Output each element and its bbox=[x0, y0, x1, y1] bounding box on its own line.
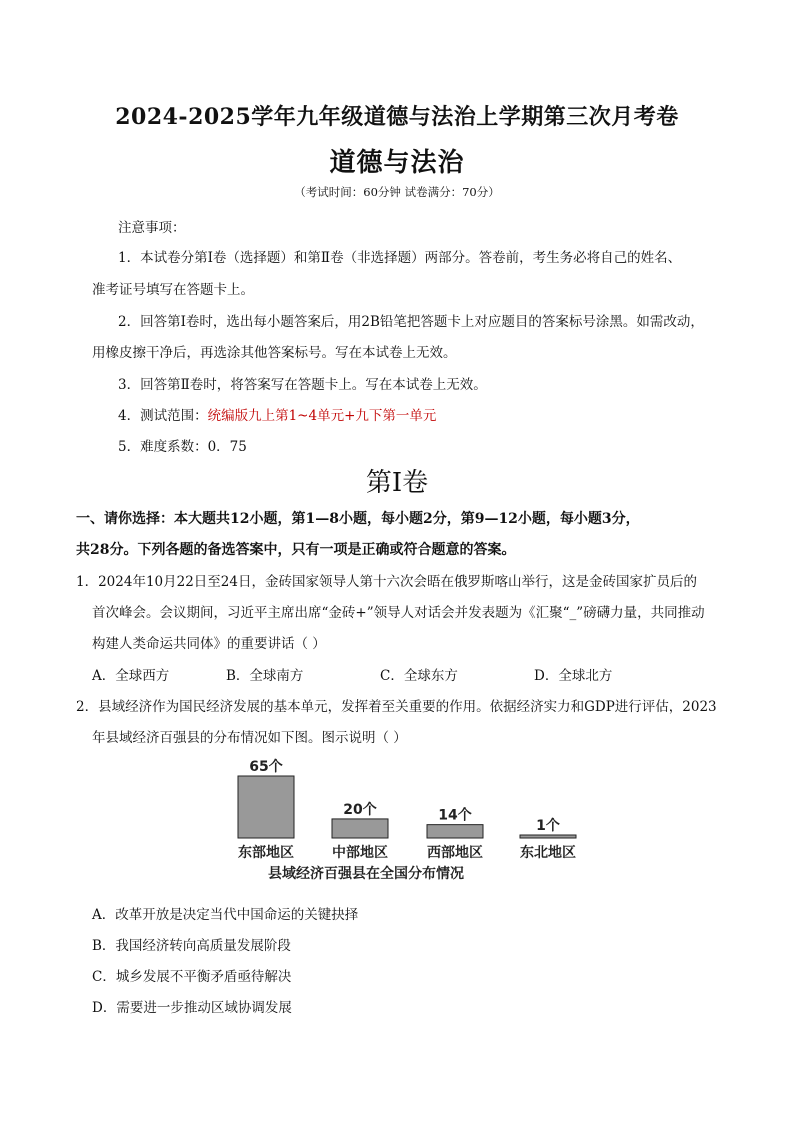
bar-value-label-2: 14个 bbox=[438, 807, 472, 824]
bar-2 bbox=[427, 825, 483, 838]
note-item-3: 3．回答第Ⅱ卷时，将答案写在答题卡上。写在本试卷上无效。 bbox=[118, 377, 487, 393]
note-item-1-line-1: 1．本试卷分第Ⅰ卷（选择题）和第Ⅱ卷（非选择题）两部分。答卷前，考生务必将自己的姓名、 bbox=[118, 250, 682, 266]
test-scope: 统编版九上第1~4单元+九下第一单元 bbox=[207, 408, 437, 424]
bar-value-label-1: 20个 bbox=[343, 801, 377, 818]
q1-option-b: B．全球南方 bbox=[226, 668, 304, 684]
note-item-5: 5．难度系数：0．75 bbox=[118, 439, 247, 455]
bar-3 bbox=[520, 835, 576, 838]
note-item-4 bbox=[118, 404, 436, 424]
chart-title: 县域经济百强县在全国分布情况 bbox=[268, 866, 464, 882]
distribution-bar-chart bbox=[226, 754, 596, 890]
q2-option-d: D．需要进一步推动区域协调发展 bbox=[92, 1000, 292, 1016]
q1-option-c: C．全球东方 bbox=[380, 668, 458, 684]
note-item-2-line-2: 用橡皮擦干净后，再选涂其他答案标号。写在本试卷上无效。 bbox=[92, 345, 457, 361]
q1-line-1: 1．2024年10月22日至24日，金砖国家领导人第十六次会晤在俄罗斯喀山举行，这是金砖国家扩员后的 bbox=[76, 574, 697, 590]
category-label-3: 东北地区 bbox=[520, 845, 576, 861]
section-title: 第Ⅰ卷 bbox=[365, 468, 429, 498]
category-label-0: 东部地区 bbox=[238, 845, 294, 861]
q1-line-2: 首次峰会。会议期间，习近平主席出席“金砖+”领导人对话会并发表题为《汇聚“_”磅礴力量，共同推动 bbox=[92, 605, 705, 621]
note-item-1-line-2: 准考证号填写在答题卡上。 bbox=[92, 282, 254, 298]
bar-value-label-3: 1个 bbox=[536, 818, 560, 834]
bar-0 bbox=[238, 776, 294, 838]
exam-info: （考试时间：60分钟 试卷满分：70分） bbox=[294, 185, 500, 199]
note-item-4-label: 4．测试范围： bbox=[118, 408, 208, 424]
q1-line-3: 构建人类命运共同体》的重要讲话（ ） bbox=[92, 636, 326, 652]
bar-1 bbox=[332, 819, 388, 838]
category-label-2: 西部地区 bbox=[427, 845, 483, 861]
q1-option-a: A．全球西方 bbox=[92, 668, 170, 684]
section-instruction-line-1: 一、请你选择：本大题共12小题，第1—8小题，每小题2分，第9—12小题，每小题3分， bbox=[76, 511, 640, 527]
q2-option-b: B．我国经济转向高质量发展阶段 bbox=[92, 938, 291, 954]
q2-option-c: C．城乡发展不平衡矛盾亟待解决 bbox=[92, 969, 292, 985]
section-instruction-line-2: 共28分。下列各题的备选答案中，只有一项是正确或符合题意的答案。 bbox=[76, 542, 516, 558]
q2-line-2: 年县域经济百强县的分布情况如下图。图示说明（ ） bbox=[92, 730, 407, 746]
notes-heading: 注意事项： bbox=[118, 220, 186, 236]
bar-value-label-0: 65个 bbox=[249, 759, 283, 775]
category-label-1: 中部地区 bbox=[332, 845, 388, 861]
note-item-2-line-1: 2．回答第Ⅰ卷时，选出每小题答案后，用2B铅笔把答题卡上对应题目的答案标号涂黑。如需改动， bbox=[118, 314, 704, 330]
q2-option-a: A．改革开放是决定当代中国命运的关键抉择 bbox=[92, 907, 359, 923]
subject-title: 道德与法治 bbox=[329, 148, 465, 178]
q1-option-d: D．全球北方 bbox=[534, 668, 613, 684]
q2-line-1: 2．县域经济作为国民经济发展的基本单元，发挥着至关重要的作用。依据经济实力和GDP进行评估，2023 bbox=[76, 699, 717, 715]
exam-title: 2024-2025学年九年级道德与法治上学期第三次月考卷 bbox=[115, 104, 679, 130]
